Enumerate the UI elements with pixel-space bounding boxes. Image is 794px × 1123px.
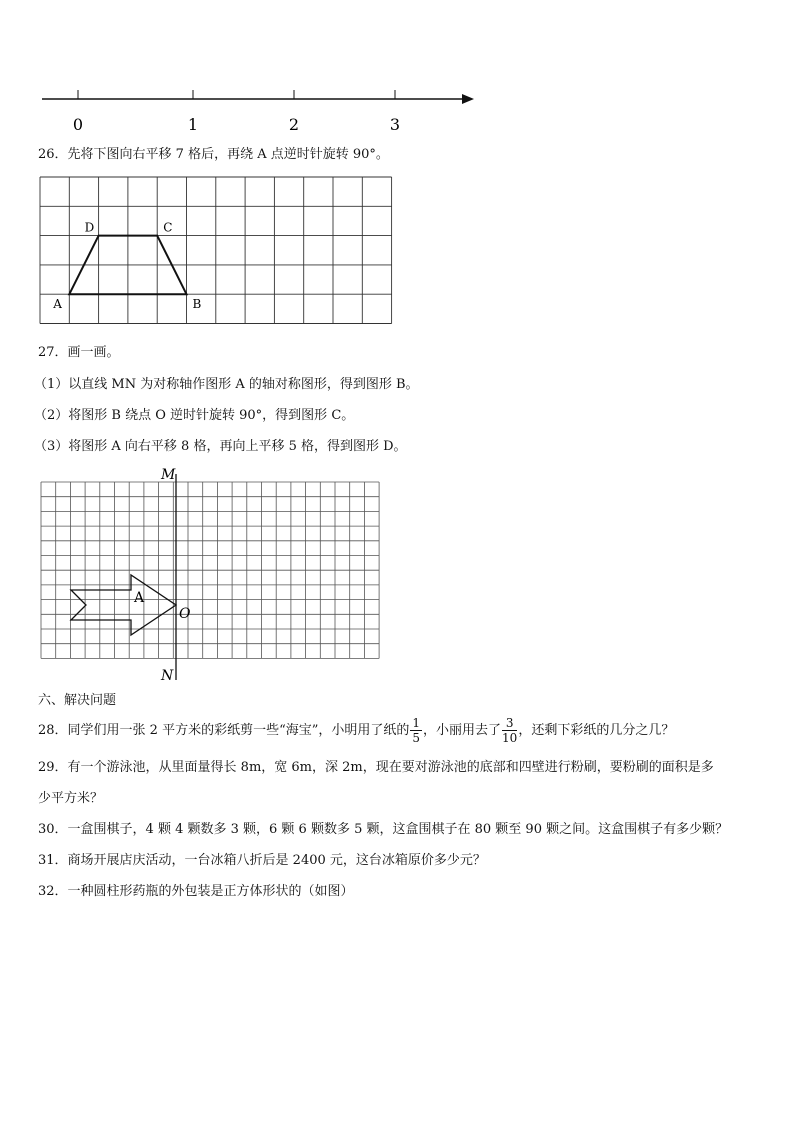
label-n: N <box>161 668 174 684</box>
figure-a <box>71 575 176 635</box>
q28 <box>38 712 674 750</box>
frac2-num: 3 <box>502 716 517 731</box>
tick-label-0: 0 <box>72 115 84 134</box>
vertex-label-a: A <box>53 297 62 312</box>
q30: 30．一盒围棋子，4 颗 4 颗数多 3 颗，6 颗 6 颗数多 5 颗，这盒围棋子在 80 颗至 90 颗之间。这盒围棋子有多少颗？ <box>38 822 729 837</box>
vertex-label-d: D <box>84 220 95 235</box>
vertex-label-b: B <box>192 297 202 312</box>
q29-line-1: 29．有一个游泳池，从里面量得长 8m，宽 6m，深 2m，现在要对游泳池的底部和四壁进行粉刷，要粉刷的面积是多 <box>38 760 714 775</box>
q26-grid <box>35 172 400 332</box>
fraction-1-5 <box>410 716 422 745</box>
frac2-den: 10 <box>502 731 518 745</box>
q28-part3: ，还剩下彩纸的几分之几？ <box>518 723 675 738</box>
tick-label-2: 2 <box>288 115 300 134</box>
q32: 32．一种圆柱形药瓶的外包装是正方体形状的（如图） <box>38 884 354 899</box>
q27-item-3: （3）将图形 A 向右平移 8 格，再向上平移 5 格，得到图形 D。 <box>34 439 407 454</box>
q27-grid <box>35 462 380 687</box>
tick-label-1: 1 <box>187 115 199 134</box>
frac1-den: 5 <box>412 731 421 745</box>
section-6-title: 六、解决问题 <box>38 693 117 708</box>
q27-item-1: （1）以直线 MN 为对称轴作图形 A 的轴对称图形，得到图形 B。 <box>34 377 419 392</box>
q28-part1: 28．同学们用一张 2 平方米的彩纸剪一些“海宝”，小明用了纸的 <box>38 723 410 738</box>
q27-title: 27．画一画。 <box>38 345 120 360</box>
vertex-label-c: C <box>163 220 173 235</box>
number-line <box>38 85 483 140</box>
q31: 31．商场开展店庆活动，一台冰箱八折后是 2400 元，这台冰箱原价多少元？ <box>38 853 486 868</box>
tick-label-3: 3 <box>389 115 401 134</box>
q26-text: 26．先将下图向右平移 7 格后，再绕 A 点逆时针旋转 90°。 <box>38 147 389 162</box>
label-a: A <box>134 590 145 606</box>
q28-part2: ，小丽用去了 <box>423 723 502 738</box>
label-o: O <box>179 606 191 622</box>
fraction-3-10 <box>502 716 517 745</box>
q29-line-2: 少平方米？ <box>38 791 104 806</box>
frac1-num: 1 <box>412 716 421 730</box>
label-m: M <box>161 467 176 483</box>
q27-item-2: （2）将图形 B 绕点 O 逆时针旋转 90°，得到图形 C。 <box>34 408 355 423</box>
